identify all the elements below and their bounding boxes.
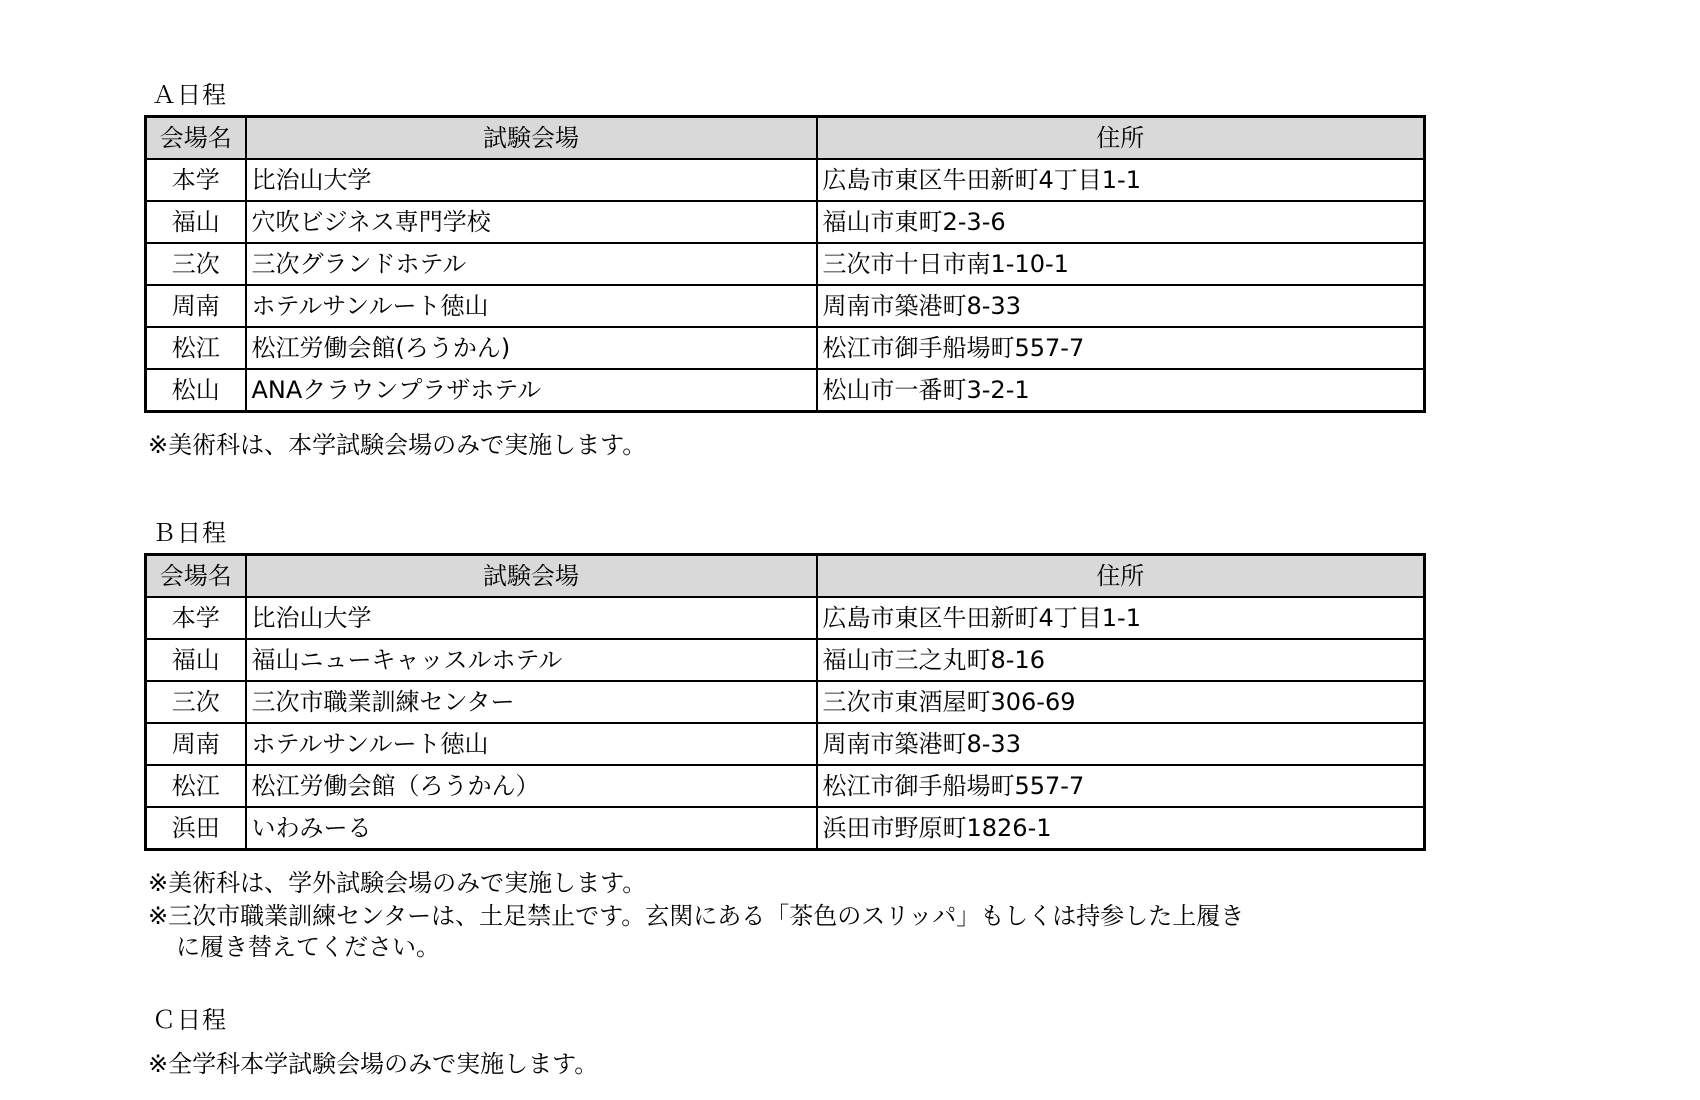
venue-address: 広島市東区牛田新町4丁目1-1: [817, 597, 1425, 639]
header-venue-name: 試験会場: [246, 555, 817, 598]
venue-code: 松江: [146, 765, 246, 807]
table-row: [146, 681, 1425, 723]
venue-address: 松江市御手船場町557-7: [817, 765, 1425, 807]
table-row: [146, 369, 1425, 412]
schedule-b-title: Ｂ日程: [152, 519, 227, 547]
table-row: [146, 597, 1425, 639]
table-row: [146, 639, 1425, 681]
venue-name: いわみーる: [246, 807, 817, 850]
venue-code: 松山: [146, 369, 246, 412]
venue-name: ANAクラウンプラザホテル: [246, 369, 817, 412]
header-venue-name: 試験会場: [246, 117, 817, 160]
venue-name: 松江労働会館（ろうかん）: [246, 765, 817, 807]
header-address: 住所: [817, 555, 1425, 598]
venue-address: 福山市三之丸町8-16: [817, 639, 1425, 681]
venue-code: 本学: [146, 159, 246, 201]
venue-address: 周南市築港町8-33: [817, 723, 1425, 765]
header-address: 住所: [817, 117, 1425, 160]
schedule-a-title: Ａ日程: [152, 81, 227, 109]
venue-address: 広島市東区牛田新町4丁目1-1: [817, 159, 1425, 201]
venue-address: 松江市御手船場町557-7: [817, 327, 1425, 369]
table-row: [146, 285, 1425, 327]
schedule-b-note-slippers-cont: に履き替えてください。: [176, 933, 440, 961]
venue-code: 福山: [146, 639, 246, 681]
table-header-row: [146, 117, 1425, 160]
table-header-row: [146, 555, 1425, 598]
schedule-b-table: [144, 553, 1426, 851]
venue-code: 三次: [146, 681, 246, 723]
venue-address: 松山市一番町3-2-1: [817, 369, 1425, 412]
venue-code: 浜田: [146, 807, 246, 850]
schedule-a-note: ※美術科は、本学試験会場のみで実施します。: [148, 431, 647, 459]
table-row: [146, 327, 1425, 369]
table-row: [146, 201, 1425, 243]
venue-address: 三次市十日市南1-10-1: [817, 243, 1425, 285]
header-venue-code: 会場名: [146, 117, 246, 160]
table-row: [146, 723, 1425, 765]
venue-name: 穴吹ビジネス専門学校: [246, 201, 817, 243]
table-row: [146, 807, 1425, 850]
table-row: [146, 243, 1425, 285]
venue-name: ホテルサンルート徳山: [246, 723, 817, 765]
schedule-c-title: Ｃ日程: [152, 1006, 227, 1034]
venue-name: 比治山大学: [246, 597, 817, 639]
table-row: [146, 159, 1425, 201]
venue-code: 三次: [146, 243, 246, 285]
venue-name: 三次市職業訓練センター: [246, 681, 817, 723]
schedule-a-table: [144, 115, 1426, 413]
venue-address: 三次市東酒屋町306-69: [817, 681, 1425, 723]
header-venue-code: 会場名: [146, 555, 246, 598]
venue-code: 本学: [146, 597, 246, 639]
schedule-b-note-slippers: ※三次市職業訓練センターは、土足禁止です。玄関にある「茶色のスリッパ」もしくは持参した上履き: [148, 902, 1245, 930]
table-row: [146, 765, 1425, 807]
schedule-c-note: ※全学科本学試験会場のみで実施します。: [148, 1050, 599, 1078]
venue-code: 周南: [146, 285, 246, 327]
venue-name: ホテルサンルート徳山: [246, 285, 817, 327]
venue-address: 周南市築港町8-33: [817, 285, 1425, 327]
venue-name: 松江労働会館(ろうかん): [246, 327, 817, 369]
venue-name: 福山ニューキャッスルホテル: [246, 639, 817, 681]
venue-code: 松江: [146, 327, 246, 369]
venue-name: 比治山大学: [246, 159, 817, 201]
venue-address: 浜田市野原町1826-1: [817, 807, 1425, 850]
venue-name: 三次グランドホテル: [246, 243, 817, 285]
venue-code: 福山: [146, 201, 246, 243]
venue-address: 福山市東町2-3-6: [817, 201, 1425, 243]
venue-code: 周南: [146, 723, 246, 765]
schedule-b-note-art: ※美術科は、学外試験会場のみで実施します。: [148, 869, 647, 897]
